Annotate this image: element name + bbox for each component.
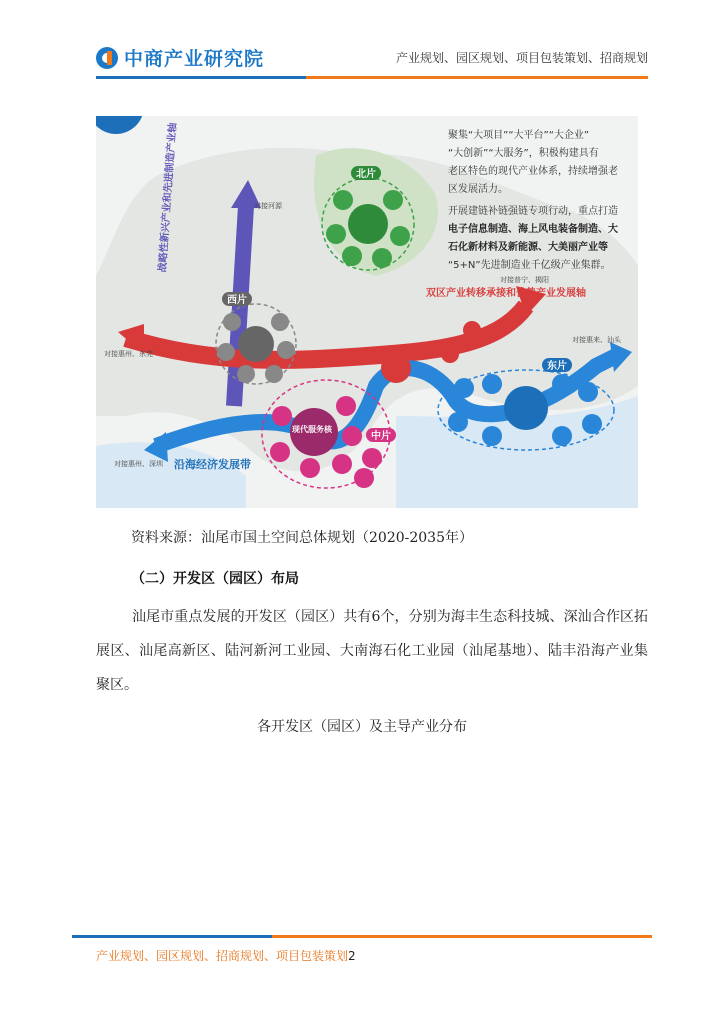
vertical-axis-label: 战略性新兴产业和先进制造产业轴: [157, 122, 179, 273]
west-node-5: [237, 365, 255, 383]
east-node-6: [482, 426, 502, 446]
east-node-7: [552, 426, 572, 446]
north-node-6: [372, 248, 392, 268]
page-header: [0, 0, 724, 90]
east-agri-node-1: [463, 321, 481, 339]
comprehensive-services: [381, 353, 411, 383]
east-node-8: [582, 414, 602, 434]
east-core: [504, 386, 548, 430]
coastal-label: 沿海经济发展带: [174, 458, 251, 471]
east-node-2: [482, 374, 502, 394]
west-node-4: [217, 343, 235, 361]
north-node-2: [383, 190, 403, 210]
intro-line-8: “5+N”先进制造业千亿级产业集群。: [448, 260, 611, 271]
intro-line-3: 老区特色的现代产业体系，持续增强老: [448, 166, 618, 177]
body-paragraph: 汕尾市重点发展的开发区（园区）共有6个，分别为海丰生态科技城、深汕合作区拓展区、汕尾高新区、陆河新河工业园、大南海石化工业园（汕尾基地）、陆丰沿海产业集聚区。: [96, 609, 648, 693]
north-core: [348, 204, 388, 244]
header-rule-orange: [306, 76, 648, 79]
west-node-6: [265, 365, 283, 383]
north-node-4: [326, 224, 346, 244]
east-node-1: [454, 378, 474, 398]
section-heading: （二）开发区（园区）布局: [131, 571, 299, 587]
north-node-1: [333, 190, 353, 210]
intro-line-1: 聚集“大项目”“大平台”“大企业”: [448, 130, 590, 141]
header-tagline: 产业规划、园区规划、项目包装策划、招商规划: [395, 51, 648, 65]
north-node-3: [390, 226, 410, 246]
east-node-4: [578, 382, 598, 402]
link-shantou: 对接惠来、汕头: [572, 336, 621, 344]
page-footer: [96, 947, 356, 964]
west-node-2: [271, 313, 289, 331]
middle-node-8: [354, 468, 374, 488]
link-puning: 对接普宁、揭阳: [500, 276, 549, 284]
logo-icon: [96, 47, 118, 69]
west-node-1: [223, 313, 241, 331]
page-number: 2: [348, 949, 356, 963]
figure-source-caption: 资料来源：汕尾市国土空间总体规划（2020-2035年）: [131, 530, 473, 546]
middle-node-1: [272, 406, 292, 426]
industry-layout-map: [96, 116, 638, 508]
horizontal-axis-label: 双区产业转移承接和优势产业发展轴: [426, 288, 586, 299]
footer-rule-blue: [72, 935, 272, 938]
middle-node-2: [336, 396, 356, 416]
east-agri-node-2: [441, 345, 459, 363]
middle-node-5: [300, 458, 320, 478]
table-title: 各开发区（园区）及主导产业分布: [257, 719, 467, 735]
intro-line-2: “大创新”“大服务”，积极构建具有: [448, 148, 599, 159]
link-shenzhen: 对接惠州、深圳: [114, 460, 163, 468]
header-rule-blue: [96, 76, 306, 79]
west-node-3: [277, 341, 295, 359]
link-heyuan: 对接河源: [254, 202, 282, 210]
north-label: 北片: [356, 169, 376, 180]
west-core: [238, 326, 274, 362]
intro-line-5: 开展建链补链强链专项行动，重点打造: [448, 206, 618, 217]
footer-tagline: 产业规划、园区规划、招商规划、项目包装策划: [96, 949, 349, 963]
east-node-5: [448, 412, 468, 432]
sea-area-west: [96, 442, 246, 508]
middle-node-6: [332, 454, 352, 474]
company-logo: [96, 44, 264, 71]
middle-node-4: [270, 442, 290, 462]
east-label: 东片: [547, 361, 567, 372]
intro-line-6: 电子信息制造、海上风电装备制造、大: [448, 224, 618, 235]
west-label: 西片: [227, 295, 247, 306]
intro-line-7: 石化新材料及新能源、大美丽产业等: [448, 242, 608, 253]
east-node-3: [552, 374, 572, 394]
middle-label: 中片: [371, 431, 391, 442]
middle-core-title: 现代服务核: [292, 425, 332, 434]
logo-text: 中商产业研究院: [124, 48, 265, 70]
corner-badge: [96, 116, 144, 134]
footer-rule-orange: [272, 935, 652, 938]
middle-node-7: [362, 448, 382, 468]
middle-node-3: [342, 426, 362, 446]
link-huizhou: 对接惠州、东莞: [104, 350, 153, 358]
intro-line-4: 区发展活力。: [448, 184, 508, 195]
north-node-5: [342, 246, 362, 266]
